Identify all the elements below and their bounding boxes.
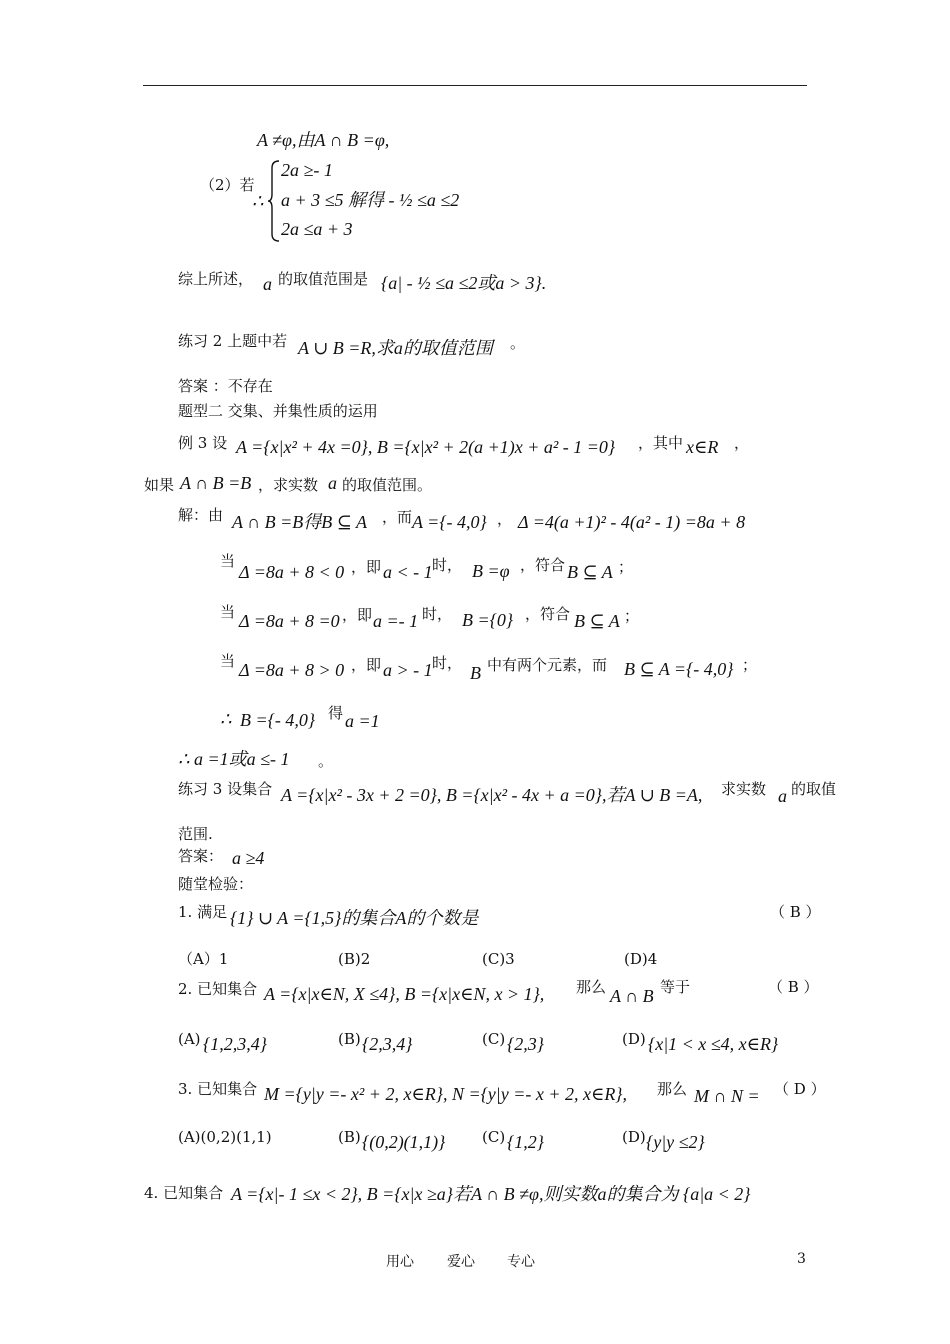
summary-var: a <box>263 274 272 294</box>
q3-label-b: (B) <box>338 1128 361 1146</box>
conclusion-therefore: ∴ <box>220 709 232 729</box>
q2-label-c: (C) <box>482 1030 506 1048</box>
case-zero-a: a =- 1 <box>373 611 419 631</box>
example-3-mid: ，其中 <box>638 434 684 452</box>
case-neg-prefix: 当 <box>220 552 236 570</box>
footer-text-2: 爱心 <box>447 1254 475 1270</box>
exercise-3-var: a <box>778 786 787 806</box>
case-neg-delta: Δ =8a + 8 < 0 <box>239 562 345 582</box>
case-neg-a: a < - 1 <box>383 562 433 582</box>
q2-label-d: (D) <box>622 1030 646 1048</box>
q3-option-a: (A)(0,2)(1,1) <box>178 1128 272 1146</box>
q2-label-a: (A) <box>178 1030 201 1048</box>
therefore-symbol: ∴ <box>252 191 264 211</box>
q2-option-d: {x|1 < x ≤4, x∈R} <box>648 1034 779 1054</box>
case-zero-b: B ={0} <box>462 610 514 630</box>
q3-math-2: M ∩ N = <box>694 1086 760 1106</box>
solution-mid: ，而 <box>382 508 413 526</box>
exercise-3-prefix: 练习 3 设集合 <box>178 780 273 798</box>
example-3-comma: ， <box>734 434 750 452</box>
answer-3-prefix: 答案： <box>178 847 224 865</box>
case-pos-prefix: 当 <box>220 652 236 670</box>
condition-prefix: 如果 <box>144 476 175 494</box>
q1-option-d: (D)4 <box>624 950 658 968</box>
system-row-3: 2a ≤a + 3 <box>281 219 353 239</box>
header-rule <box>143 85 807 86</box>
case-neg-c1: ，即 <box>351 558 382 576</box>
q2-option-a: {1,2,3,4} <box>203 1034 267 1054</box>
system-row-2: a + 3 ≤5 解得 - ½ ≤a ≤2 <box>281 190 460 210</box>
summary-mid: 的取值范围是 <box>278 270 369 288</box>
case-neg-b: B =φ <box>472 561 510 581</box>
case-zero-c1: ，即 <box>342 606 373 624</box>
example-3-math: A ={x|x² + 4x =0}, B ={x|x² + 2(a +1)x + a² - 1 =0} <box>236 437 616 457</box>
case-pos-subset: B ⊆ A ={- 4,0} <box>624 659 734 679</box>
solution-math-2: A ={- 4,0} <box>412 512 487 532</box>
final-answer: ∴ a =1或a ≤- 1 <box>178 749 290 769</box>
q3-c1: 那么 <box>657 1080 688 1098</box>
summary-set: {a| - ½ ≤a ≤2或a > 3}. <box>381 273 547 293</box>
conclusion-c1: 得 <box>328 704 344 722</box>
case-zero-delta: Δ =8a + 8 =0 <box>239 611 340 631</box>
section-heading: 题型二 交集、并集性质的运用 <box>178 402 378 420</box>
example-3-prefix: 例 3 设 <box>178 434 228 452</box>
solution-sep: ， <box>497 510 513 528</box>
q1-answer: （ B ） <box>770 903 821 921</box>
summary-prefix: 综上所述， <box>178 270 254 288</box>
q3-prefix: 3. 已知集合 <box>178 1080 258 1098</box>
q2-answer: （ B ） <box>768 978 819 996</box>
case-pos-c1: ，即 <box>351 656 382 674</box>
q2-c2: 等于 <box>660 978 691 996</box>
q2-c1: 那么 <box>576 978 607 996</box>
quiz-heading: 随堂检验： <box>178 875 254 893</box>
solution-prefix: 解：由 <box>178 506 224 524</box>
case-neg-c2: 时， <box>432 556 463 574</box>
q2-math-2: A ∩ B <box>610 986 654 1006</box>
page-number: 3 <box>797 1251 806 1267</box>
case-pos-c3: 中有两个元素，而 <box>487 656 608 674</box>
left-brace-icon <box>268 160 280 242</box>
case-neg-c4: ； <box>618 558 634 576</box>
q1-option-a: （A）1 <box>178 950 229 968</box>
system-row-1: 2a ≥- 1 <box>281 160 333 180</box>
case-zero-prefix: 当 <box>220 603 236 621</box>
q2-math: A ={x|x∈N, X ≤4}, B ={x|x∈N, x > 1}, <box>264 984 545 1004</box>
condition-var: a <box>328 473 337 493</box>
line-1: A ≠φ,由A ∩ B =φ, <box>257 130 390 150</box>
condition-post: 的取值范围。 <box>342 476 433 494</box>
q2-option-c: {2,3} <box>507 1034 544 1054</box>
footer-text-3: 专心 <box>507 1254 535 1270</box>
range-word: 范围. <box>178 825 213 843</box>
q1-math: {1} ∪ A ={1,5}的集合A的个数是 <box>230 908 479 928</box>
q3-option-b: {(0,2)(1,1)} <box>362 1132 446 1152</box>
q3-label-c: (C) <box>482 1128 506 1146</box>
conclusion-b: B ={- 4,0} <box>240 710 316 730</box>
q3-math: M ={y|y =- x² + 2, x∈R}, N ={y|y =- x + 2, x∈R}, <box>264 1084 628 1104</box>
q3-answer: （ D ） <box>774 1080 826 1098</box>
example-3-domain: x∈R <box>686 437 719 457</box>
q4-prefix: 4. 已知集合 <box>144 1184 224 1202</box>
case-neg-c3: ，符合 <box>520 556 566 574</box>
case-pos-c2: 时， <box>432 654 463 672</box>
case-pos-delta: Δ =8a + 8 > 0 <box>239 660 345 680</box>
exercise-2-prefix: 练习 2 上题中若 <box>178 332 288 350</box>
condition-math: A ∩ B =B <box>180 473 252 493</box>
case-pos-b: B <box>470 663 481 683</box>
case-pos-c4: ； <box>742 656 758 674</box>
q1-prefix: 1. 满足 <box>178 903 228 921</box>
case-2-label: （2）若 <box>200 176 255 194</box>
condition-mid: ，求实数 <box>258 476 319 494</box>
exercise-3-c1: 求实数 <box>721 780 767 798</box>
exercise-3-math: A ={x|x² - 3x + 2 =0}, B ={x|x² - 4x + a =0},若A ∪ B =A, <box>281 785 703 805</box>
answer-line: 答案 ：不存在 <box>178 377 273 395</box>
q1-option-b: (B)2 <box>338 950 371 968</box>
conclusion-a: a =1 <box>345 711 380 731</box>
solution-math-1: A ∩ B =B得B ⊆ A <box>232 512 368 532</box>
final-answer-period: 。 <box>318 752 334 770</box>
q2-option-b: {2,3,4} <box>362 1034 413 1054</box>
answer-3-math: a ≥4 <box>232 848 265 868</box>
q3-option-c: {1,2} <box>507 1132 544 1152</box>
q1-option-c: (C)3 <box>482 950 515 968</box>
exercise-3-c2: 的取值 <box>791 780 837 798</box>
q2-prefix: 2. 已知集合 <box>178 980 258 998</box>
q3-option-d: {y|y ≤2} <box>646 1132 705 1152</box>
exercise-2-period: 。 <box>510 334 526 352</box>
q3-label-d: (D) <box>622 1128 646 1146</box>
footer-text-1: 用心 <box>386 1254 414 1270</box>
case-neg-subset: B ⊆ A <box>567 562 613 582</box>
case-pos-a: a > - 1 <box>383 660 433 680</box>
q2-label-b: (B) <box>338 1030 361 1048</box>
case-zero-c2: 时， <box>422 605 453 623</box>
case-zero-subset: B ⊆ A <box>574 611 620 631</box>
exercise-2-math: A ∪ B =R,求a的取值范围 <box>298 338 493 358</box>
case-zero-c3: ，符合 <box>525 605 571 623</box>
solution-math-3: Δ =4(a +1)² - 4(a² - 1) =8a + 8 <box>518 512 746 532</box>
q4-math: A ={x|- 1 ≤x < 2}, B ={x|x ≥a}若A ∩ B ≠φ,则实数a的集合为 {a|a < 2} <box>231 1184 751 1204</box>
case-zero-c4: ； <box>624 607 640 625</box>
